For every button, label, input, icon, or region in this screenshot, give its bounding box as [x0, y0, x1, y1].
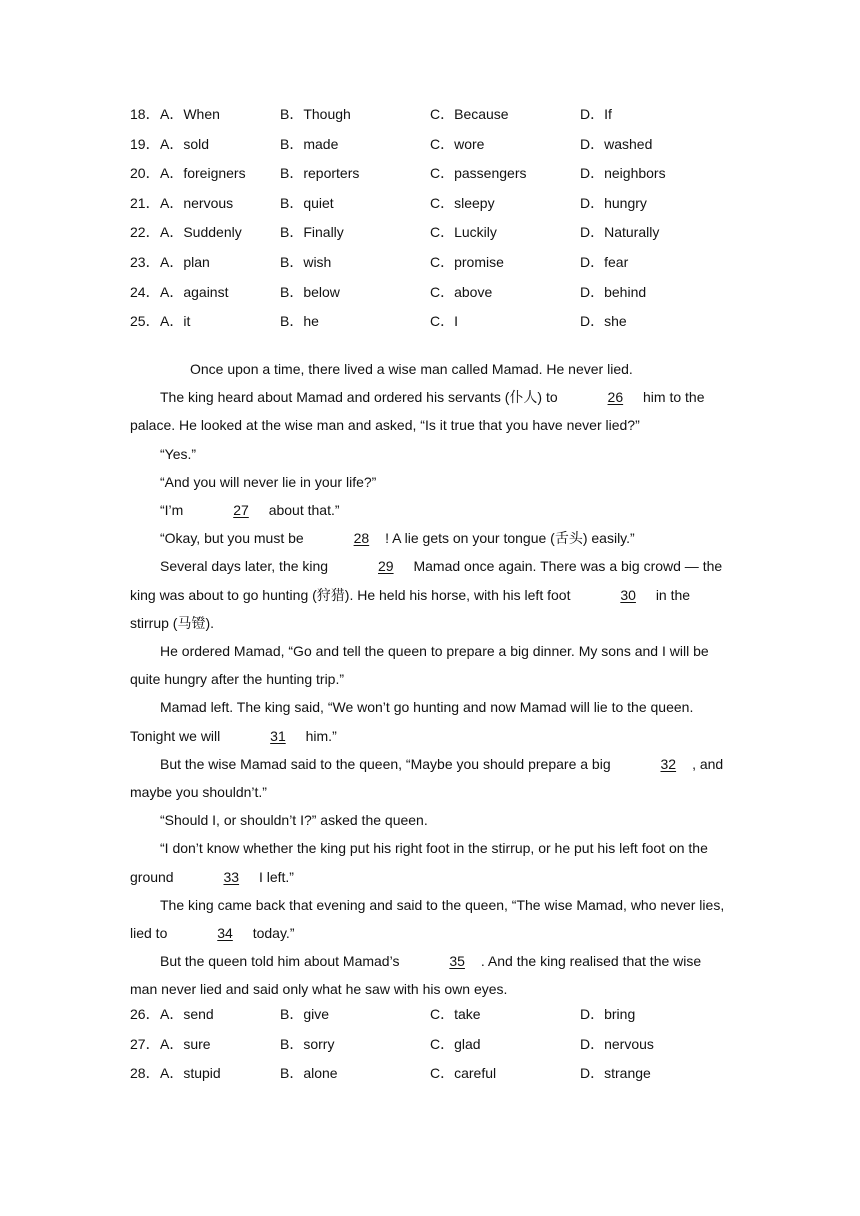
- blank-29: 29: [378, 558, 394, 575]
- passage-text: in the stirrup (马镫).: [130, 586, 691, 631]
- option-b: B．quiet: [280, 194, 334, 211]
- options-top: [130, 100, 750, 337]
- option-b: B．wish: [280, 253, 332, 270]
- question-number: 27．: [130, 1035, 160, 1052]
- blank-34: 34: [217, 925, 233, 942]
- passage-text: “Okay, but you must be: [160, 530, 304, 547]
- option-a: A．plan: [160, 253, 210, 270]
- option-d: D．hungry: [580, 194, 647, 211]
- option-c: C．Luckily: [430, 224, 497, 241]
- option-b: B．give: [280, 1006, 330, 1022]
- option-d: D．behind: [580, 283, 647, 300]
- option-c: C．sleepy: [430, 194, 495, 211]
- blank-27: 27: [233, 502, 249, 519]
- blank-28: 28: [353, 530, 370, 547]
- passage-paragraph: [130, 496, 730, 524]
- option-d: D．If: [580, 106, 612, 122]
- option-c: C．wore: [430, 135, 485, 152]
- option-d: D．Naturally: [580, 224, 660, 241]
- option-a: A．sold: [160, 135, 210, 152]
- option-b: B．below: [280, 283, 340, 300]
- blank-33: 33: [223, 868, 240, 885]
- passage-text: Several days later, the king: [160, 558, 329, 575]
- question-number: 19．: [130, 135, 160, 152]
- option-a: A．foreigners: [160, 165, 246, 182]
- option-a: A．stupid: [160, 1065, 221, 1082]
- option-row: [130, 307, 750, 337]
- option-b: B．reporters: [280, 165, 360, 182]
- option-row: [130, 218, 750, 248]
- option-row: [130, 100, 750, 130]
- option-b: B．Finally: [280, 224, 344, 241]
- option-c: C．take: [430, 1006, 481, 1022]
- option-c: C．passengers: [430, 165, 527, 182]
- passage-text: Mamad once again. There was a big crowd — the king was about to go hunting (狩猎). He held his horse, with his left foot: [130, 558, 723, 603]
- passage-text: , and maybe you shouldn’t.”: [130, 755, 724, 801]
- passage-text: But the queen told him about Mamad’s: [160, 953, 400, 970]
- passage-paragraph: “Should I, or shouldn’t I?” asked the queen.: [160, 812, 428, 829]
- question-number: 23．: [130, 253, 160, 270]
- passage-paragraph: He ordered Mamad, “Go and tell the queen to prepare a big dinner. My sons and I will be quite hungry after the hunting trip.”: [130, 643, 709, 688]
- option-d: D．nervous: [580, 1035, 654, 1052]
- question-number: 21．: [130, 194, 160, 211]
- passage-text: The king heard about Mamad and ordered his servants (仆人) to: [160, 389, 558, 406]
- option-d: D．bring: [580, 1006, 636, 1022]
- option-a: A．it: [160, 313, 191, 330]
- question-number: 18．: [130, 106, 160, 122]
- passage-paragraph: [130, 524, 730, 552]
- reading-passage: [130, 355, 730, 1004]
- passage-paragraph: Once upon a time, there lived a wise man called Mamad. He never lied.: [190, 361, 633, 377]
- passage-text: ! A lie gets on your tongue (舌头) easily.”: [385, 530, 635, 547]
- passage-paragraph: [130, 834, 730, 890]
- option-row: [130, 248, 750, 278]
- passage-paragraph: “Yes.”: [160, 445, 197, 462]
- passage-text: Mamad left. The king said, “We won’t go hunting and now Mamad will lie to the queen. Tonight we will: [130, 699, 694, 744]
- option-row: [130, 159, 750, 189]
- option-d: D．neighbors: [580, 165, 666, 182]
- option-a: A．send: [160, 1006, 214, 1022]
- question-number: 24．: [130, 283, 160, 300]
- passage-text: I left.”: [258, 868, 294, 885]
- option-c: C．above: [430, 283, 493, 300]
- option-a: A．When: [160, 106, 220, 122]
- question-number: 20．: [130, 165, 160, 182]
- passage-paragraph: [130, 891, 730, 947]
- question-number: 26．: [130, 1006, 160, 1022]
- option-row: [130, 278, 750, 308]
- passage-text: “I’m: [160, 502, 184, 519]
- option-b: B．alone: [280, 1065, 338, 1082]
- passage-paragraph: [130, 947, 730, 1003]
- option-a: A．nervous: [160, 194, 234, 211]
- option-a: A．sure: [160, 1035, 211, 1052]
- passage-paragraph: [130, 552, 730, 637]
- option-row: [130, 189, 750, 219]
- passage-text: But the wise Mamad said to the queen, “Maybe you should prepare a big: [160, 755, 611, 772]
- question-number: 22．: [130, 224, 160, 241]
- option-row: [130, 1000, 750, 1030]
- option-b: B．sorry: [280, 1035, 335, 1052]
- passage-text: “I don’t know whether the king put his right foot in the stirrup, or he put his left foot on the ground: [130, 840, 708, 885]
- option-d: D．fear: [580, 253, 629, 270]
- passage-text: . And the king realised that the wise man never lied and said only what he saw with his own eyes.: [130, 953, 702, 998]
- option-c: C．promise: [430, 253, 504, 270]
- blank-30: 30: [620, 586, 636, 603]
- passage-text: today.”: [252, 925, 295, 942]
- passage-paragraph: [130, 693, 730, 749]
- passage-text: him.”: [305, 727, 337, 744]
- blank-35: 35: [449, 953, 465, 970]
- option-c: C．careful: [430, 1065, 497, 1082]
- question-number: 25．: [130, 313, 160, 330]
- blank-31: 31: [270, 727, 286, 744]
- option-a: A．Suddenly: [160, 224, 242, 241]
- passage-paragraph: “And you will never lie in your life?”: [160, 473, 377, 490]
- blank-26: 26: [607, 389, 624, 406]
- question-number: 28．: [130, 1065, 160, 1082]
- passage-paragraph: [130, 383, 730, 439]
- option-a: A．against: [160, 283, 229, 300]
- passage-text: The king came back that evening and said to the queen, “The wise Mamad, who never lies, lied to: [130, 896, 725, 942]
- option-d: D．she: [580, 313, 627, 330]
- option-row: [130, 1030, 750, 1060]
- option-b: B．made: [280, 135, 339, 152]
- passage-text: about that.”: [268, 502, 340, 519]
- option-c: C．I: [430, 313, 458, 330]
- option-c: C．Because: [430, 106, 509, 122]
- option-row: [130, 1059, 750, 1089]
- option-c: C．glad: [430, 1035, 481, 1052]
- passage-paragraph: [130, 750, 730, 806]
- option-d: D．strange: [580, 1065, 651, 1082]
- option-d: D．washed: [580, 135, 653, 152]
- option-b: B．Though: [280, 106, 351, 122]
- option-row: [130, 130, 750, 160]
- passage-text: him to the palace. He looked at the wise man and asked, “Is it true that you have never lied?”: [130, 389, 705, 434]
- option-b: B．he: [280, 313, 319, 330]
- options-bottom: [130, 1000, 750, 1089]
- blank-32: 32: [660, 755, 677, 772]
